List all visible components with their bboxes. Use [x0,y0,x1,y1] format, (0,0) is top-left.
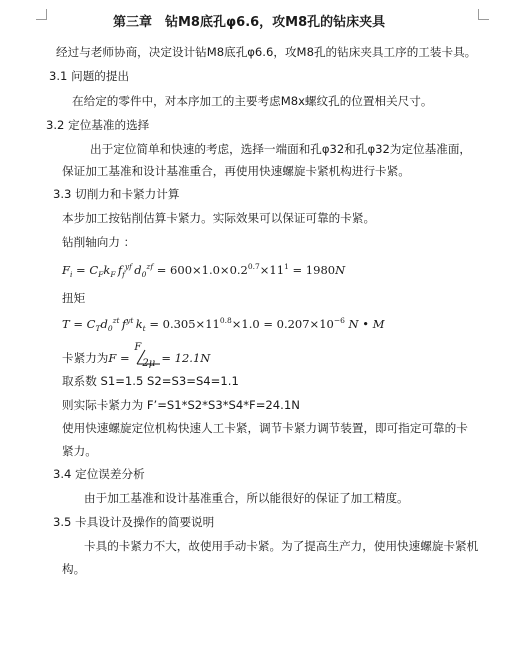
fast-clamp-line2: 紧力。 [62,444,97,458]
margin-mark-top-right [478,9,489,20]
section-3-5-heading: 3.5 卡具设计及操作的简要说明 [53,515,215,529]
torque-label: 扭矩 [62,291,86,305]
section-3-2-heading: 3.2 定位基准的选择 [46,118,150,132]
coefficient-line: 取系数 S1=1.5 S2=S3=S4=1.1 [62,374,239,388]
section-3-3-heading: 3.3 切削力和卡紧力计算 [53,187,180,201]
actual-clamp-force-line: 则实际卡紧力为 F’=S1*S2*S3*S4*F=24.1N [62,398,300,412]
section-3-5-body-line2: 构。 [62,562,86,576]
clamp-force-fraction: F 2μ [133,344,161,370]
axial-force-label: 钻削轴向力 ： [62,235,136,249]
axial-force-formula: $F_i = C_Fk_F$ $f_f^{yf}$ $d_0^{zf} = 600\times 1.0\times 0.2^{0.7}\times 11^1 = 1980N$ [62,262,346,279]
section-3-4-heading: 3.4 定位误差分析 [53,467,145,481]
section-3-1-heading: 3.1 问题的提出 [49,69,130,83]
margin-mark-top-left [36,9,47,20]
section-3-1-body: 在给定的零件中，对本序加工的主要考虑M8x螺纹孔的位置相关尺寸。 [72,94,433,108]
section-3-4-body: 由于加工基准和设计基准重合，所以能很好的保证了加工精度。 [84,491,409,505]
intro-paragraph: 经过与老师协商，决定设计钻M8底孔φ6.6，攻M8孔的钻床夹具工序的工装卡具。 [56,45,477,59]
section-3-2-body-line2: 保证加工基准和设计基准重合，再使用快速螺旋卡紧机构进行卡紧。 [62,164,410,178]
section-3-3-body: 本步加工按钻削估算卡紧力。实际效果可以保证可靠的卡紧。 [62,211,376,225]
torque-formula: $T = C_Td_0^{zt}$ $f^{yt}$ $k_t = 0.305\times 11^{0.8}\times 1.0 = 0.207\times 10^{-6}$ N • M [62,316,385,333]
chapter-title: 第三章 钻M8底孔φ6.6，攻M8孔的钻床夹具 [113,15,386,30]
section-3-2-body-line1: 出于定位简单和快速的考虑，选择一端面和孔φ32和孔φ32为定位基准面， [90,142,472,156]
fast-clamp-line1: 使用快速螺旋定位机构快速人工卡紧，调节卡紧力调节装置，即可指定可靠的卡 [62,421,468,435]
clamp-force-line: 卡紧力为F = F 2μ = 12.1N [62,342,211,369]
section-3-5-body-line1: 卡具的卡紧力不大，故使用手动卡紧。为了提高生产力，使用快速螺旋卡紧机 [84,539,479,553]
